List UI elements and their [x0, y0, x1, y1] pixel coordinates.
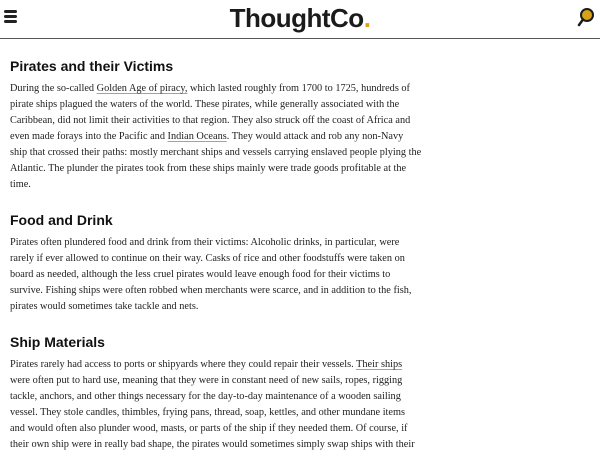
site-logo[interactable] [0, 2, 600, 34]
section-heading-pirates-victims: Pirates and their Victims [10, 58, 174, 74]
paragraph-text: Pirates rarely had access to ports or shipyards where they could repair their vessels. [10, 359, 357, 370]
paragraph-text: . They would attack and rob any non-Navy ship that crossed their paths: mostly merchant ships and vessels carrying enslaved people plying the Atlantic. The plunder the pirates took from these ships mainly were trade goods profitable at the time. [10, 131, 422, 190]
section-heading-food-drink: Food and Drink [10, 212, 113, 228]
link-indian-oceans[interactable]: Indian Oceans [167, 131, 227, 142]
section-heading-ship-materials: Ship Materials [10, 334, 105, 350]
section-paragraph-pirates-victims [10, 81, 422, 193]
link-their-ships[interactable]: Their ships [356, 359, 403, 370]
logo-text: Thought [229, 3, 331, 33]
paragraph-text: During the so-called [10, 83, 97, 94]
article-body [0, 39, 432, 453]
search-icon[interactable] [577, 7, 595, 27]
section-paragraph-ship-materials [10, 357, 422, 453]
logo-dot: . [363, 3, 371, 33]
paragraph-text: were often put to hard use, meaning that they were in constant need of new sails, ropes, rigging tackle, anchors, and other things necessary for the day-to-day maintenance of a wooden sailing vessel. They stole candles, thimbles, frying pans, thread, soap, kettles, and other mundane items and would often also plunder wood, masts, or parts of the ship if they needed them. Of course, if their own ship were in really bad shape, the pirates would sometimes simply swap ships with their [10, 375, 415, 450]
section-paragraph-food-drink: Pirates often plundered food and drink from their victims: Alcoholic drinks, in particular, were rarely if ever allowed to continue on their way. Casks of rice and other foodstuffs were taken on board as needed, although the less cruel pirates would leave enough food for their victims to survive. Fishing ships were often robbed when merchants were scarce, and in addition to the fish, pirates would sometimes take tackle and nets. [10, 237, 412, 312]
logo-text-co: Co [330, 3, 364, 33]
paragraph-text: which lasted roughly from 1700 to 1725, hundreds of pirate ships plagued the waters of the world. These pirates, while generally associated with the Caribbean, did not limit their activities to that region. They also struck off the coast of Africa and even made forays into the Pacific and [10, 83, 411, 142]
link-golden-age-piracy[interactable]: Golden Age of piracy, [96, 83, 188, 94]
site-header [0, 0, 600, 39]
